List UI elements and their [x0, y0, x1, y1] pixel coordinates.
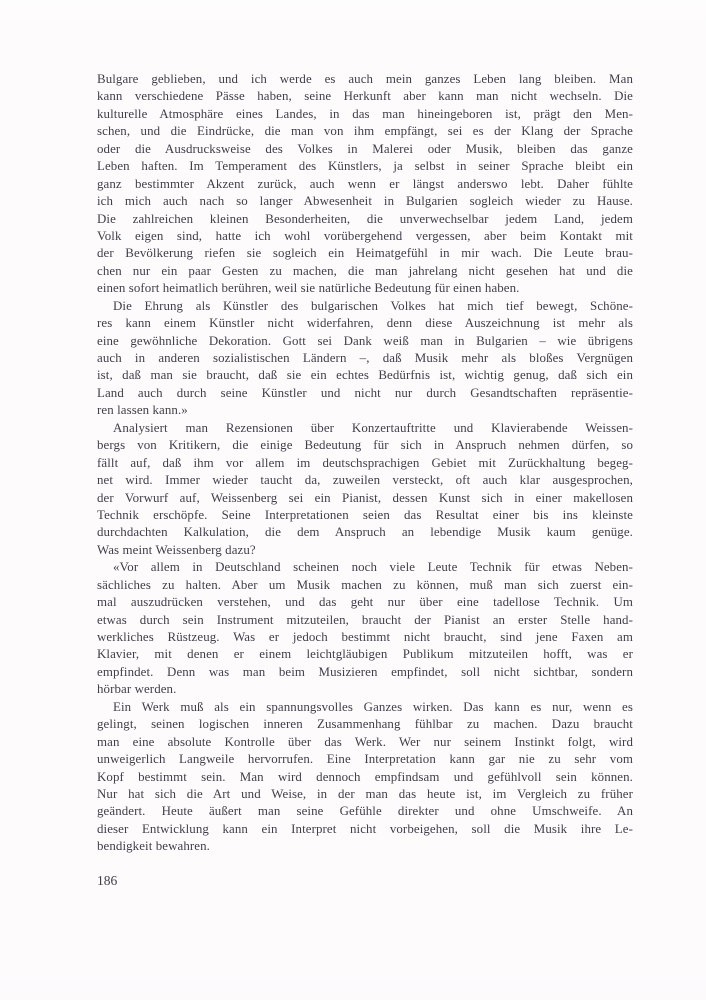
text-line: Volk eigen sind, hatte ich wohl vorübergehend vergessen, aber beim Kontakt mit: [97, 228, 633, 243]
text-line: einen sofort heimatlich berühren, weil sie natürliche Bedeutung für einen haben.: [97, 281, 520, 296]
paragraph: [97, 559, 633, 699]
text-line: werkliches Rüstzeug. Was er jedoch bestimmt nicht braucht, sind jene Faxen am: [97, 630, 633, 644]
paragraph: [97, 699, 633, 856]
paragraph: [97, 71, 633, 298]
text-line: der Vorwurf auf, Weissenberg sei ein Pianist, dessen Kunst sich in einer makellosen: [97, 490, 633, 505]
text-line: bendigkeit bewahren.: [97, 839, 210, 854]
text-line: geändert. Heute äußert man seine Gefühle direkter und ohne Umschweife. An: [97, 804, 633, 819]
text-line: ich mich auch nach so langer Abwesenheit in Bulgarien sogleich wieder zu Hause.: [97, 194, 633, 209]
text-line: sächliches zu halten. Aber um Musik machen zu können, muß man sich zuerst ein-: [97, 577, 633, 592]
text-line: auch in anderen sozialistischen Ländern –, daß Musik mehr als bloßes Vergnügen: [97, 351, 633, 365]
text-line: unweigerlich Langweile hervorrufen. Eine Interpretation kann gar nie zu sehr vom: [97, 752, 633, 767]
text-line: Technik erschöpfe. Seine Interpretationen seien das Resultat einer bis ins kleinste: [97, 507, 633, 522]
text-line: der Bevölkerung riefen sie sogleich ein Heimatgefühl in mir wach. Die Leute brau-: [97, 246, 633, 261]
text-line: Was meint Weissenberg dazu?: [97, 542, 256, 557]
text-line: Die Ehrung als Künstler des bulgarischen Volkes hat mich tief bewegt, Schöne-: [113, 298, 633, 313]
text-line: schen, und die Eindrücke, die man von ihm empfängt, sei es der Klang der Sprache: [97, 124, 633, 139]
body-text: [97, 71, 633, 856]
text-line: res kann einem Künstler nicht widerfahren, denn diese Auszeichnung ist mehr als: [97, 316, 633, 331]
text-line: Nur hat sich die Art und Weise, in der man das heute ist, im Vergleich zu früher: [97, 786, 633, 801]
text-line: Land auch durch seine Künstler und nicht nur durch Gesandtschaften repräsentie-: [97, 385, 633, 400]
text-line: dieser Entwicklung kann ein Interpret nicht vorbeigehen, soll die Musik ihre Le-: [97, 821, 633, 836]
text-line: etwas durch sein Instrument mitzuteilen, braucht der Pianist an erster Stelle hand-: [97, 612, 633, 627]
text-line: kulturelle Atmosphäre eines Landes, in das man hineingeboren ist, prägt den Men-: [97, 106, 633, 121]
text-line: fällt auf, daß ihm vor allem im deutschsprachigen Gebiet mit Zurückhaltung begeg-: [97, 455, 633, 470]
text-line: mal auszudrücken verstehen, und das geht nur über eine tadellose Technik. Um: [97, 595, 633, 610]
text-line: Ein Werk muß als ein spannungsvolles Ganzes wirken. Das kann es nur, wenn es: [113, 699, 633, 714]
text-line: ist, daß man sie braucht, daß sie ein echtes Bedürfnis ist, wichtig genug, daß sich ein: [97, 368, 633, 383]
paragraph: [97, 420, 633, 560]
paragraph: [97, 298, 633, 420]
text-line: man eine absolute Kontrolle über das Werk. Wer nur seinem Instinkt folgt, wird: [97, 734, 633, 749]
text-line: durchdachten Kalkulation, die dem Anspruch an lebendige Musik kaum genüge.: [97, 525, 633, 540]
text-line: ren lassen kann.»: [97, 403, 188, 418]
text-line: bergs von Kritikern, die einige Bedeutung für sich in Anspruch nehmen dürfen, so: [97, 438, 633, 453]
text-line: chen nur ein paar Gesten zu machen, die man jahrelang nicht gesehen hat und die: [97, 263, 633, 278]
text-line: Kopf bestimmt sein. Man wird dennoch empfindsam und gefühlvoll sein können.: [97, 769, 633, 784]
text-line: Analysiert man Rezensionen über Konzertauftritte und Klavierabende Weissen-: [113, 420, 633, 435]
text-line: Die zahlreichen kleinen Besonderheiten, die unverwechselbar jedem Land, jedem: [97, 211, 633, 226]
text-line: Klavier, mit denen er einem leichtgläubigen Publikum mitzuteilen hofft, was er: [97, 647, 633, 662]
text-line: «Vor allem in Deutschland scheinen noch viele Leute Technik für etwas Neben-: [113, 560, 633, 575]
text-line: oder die Ausdrucksweise des Volkes in Malerei oder Musik, bleiben das ganze: [97, 141, 633, 156]
page-number: 186: [97, 873, 118, 888]
text-line: eine gewöhnliche Dekoration. Gott sei Dank weiß man in Bulgarien – wie übrigens: [97, 333, 633, 348]
text-line: gelingt, seinen logischen inneren Zusammenhang fühlbar zu machen. Dazu braucht: [97, 717, 633, 732]
text-line: Leben haften. Im Temperament des Künstlers, ja selbst in seiner Sprache bleibt ein: [97, 159, 633, 174]
text-line: Bulgare geblieben, und ich werde es auch mein ganzes Leben lang bleiben. Man: [97, 72, 633, 86]
text-line: hörbar werden.: [97, 682, 177, 697]
text-line: net wird. Immer wieder taucht da, zuweilen versteckt, oft auch klar ausgesprochen,: [97, 473, 633, 488]
text-line: empfindet. Denn was man beim Musizieren empfindet, soll nicht sichtbar, sondern: [97, 664, 633, 679]
text-line: kann verschiedene Pässe haben, seine Herkunft aber kann man nicht wechseln. Die: [97, 89, 633, 104]
text-line: ganz bestimmter Akzent zurück, auch wenn er längst anderswo lebt. Daher fühlte: [97, 176, 633, 191]
